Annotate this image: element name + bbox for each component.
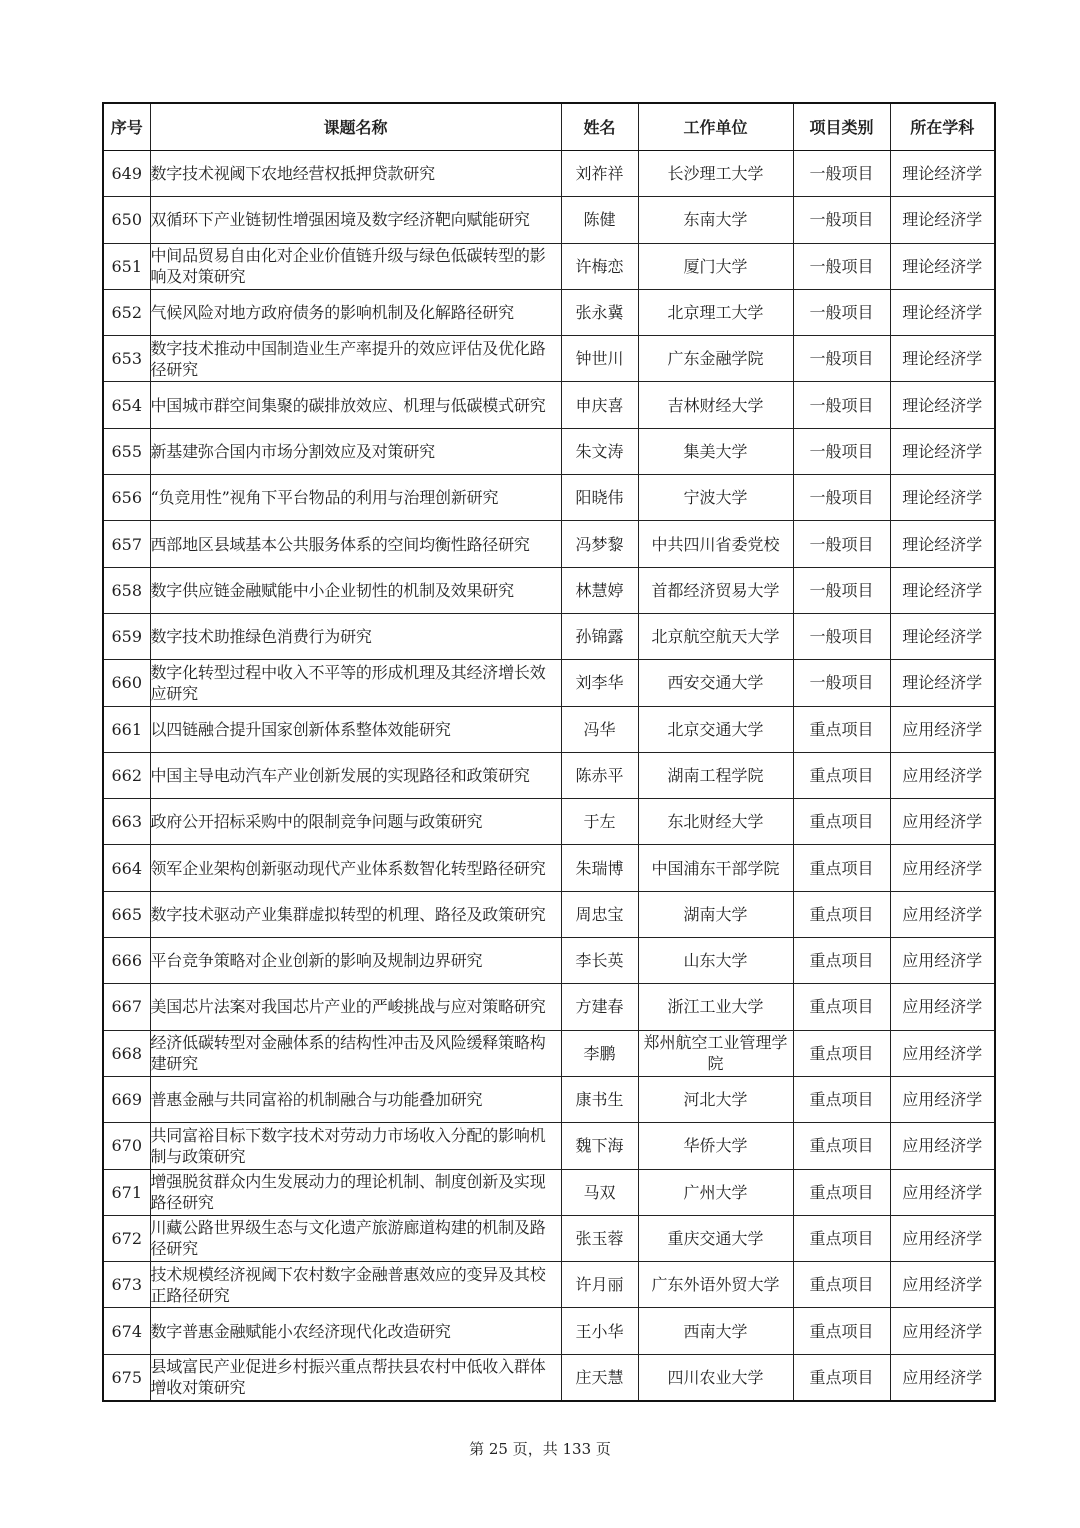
serial-number-cell: 675 (103, 1354, 150, 1400)
work-unit-cell: 中共四川省委党校 (638, 521, 793, 567)
serial-number-cell: 671 (103, 1169, 150, 1215)
project-title-cell: 数字技术驱动产业集群虚拟转型的机理、路径及政策研究 (150, 891, 561, 937)
project-title-cell: 数字技术推动中国制造业生产率提升的效应评估及优化路径研究 (150, 336, 561, 382)
work-unit-cell: 山东大学 (638, 938, 793, 984)
table-body (103, 151, 995, 1401)
discipline-cell: 应用经济学 (890, 1169, 995, 1215)
person-name-cell: 陈赤平 (561, 752, 638, 798)
project-title-cell: “负竞用性”视角下平台物品的利用与治理创新研究 (150, 475, 561, 521)
table-row (103, 567, 995, 613)
person-name-cell: 马双 (561, 1169, 638, 1215)
project-category-cell: 重点项目 (793, 799, 890, 845)
work-unit-cell: 广东外语外贸大学 (638, 1262, 793, 1308)
project-category-cell: 重点项目 (793, 1262, 890, 1308)
discipline-cell: 理论经济学 (890, 660, 995, 706)
project-category-cell: 一般项目 (793, 243, 890, 289)
person-name-cell: 朱瑞博 (561, 845, 638, 891)
serial-number-cell: 656 (103, 475, 150, 521)
project-title-cell: 气候风险对地方政府债务的影响机制及化解路径研究 (150, 289, 561, 335)
serial-number-cell: 674 (103, 1308, 150, 1354)
serial-number-cell: 658 (103, 567, 150, 613)
project-table (102, 102, 996, 1402)
serial-number-cell: 661 (103, 706, 150, 752)
discipline-cell: 应用经济学 (890, 1308, 995, 1354)
table-row (103, 938, 995, 984)
project-title-cell: 技术规模经济视阈下农村数字金融普惠效应的变异及其校正路径研究 (150, 1262, 561, 1308)
work-unit-cell: 广州大学 (638, 1169, 793, 1215)
project-category-cell: 一般项目 (793, 151, 890, 197)
person-name-cell: 魏下海 (561, 1123, 638, 1169)
project-category-cell: 一般项目 (793, 567, 890, 613)
work-unit-cell: 河北大学 (638, 1076, 793, 1122)
work-unit-cell: 北京航空航天大学 (638, 613, 793, 659)
work-unit-cell: 西南大学 (638, 1308, 793, 1354)
work-unit-cell: 集美大学 (638, 428, 793, 474)
table-row (103, 1123, 995, 1169)
discipline-cell: 应用经济学 (890, 1215, 995, 1261)
project-title-cell: 县域富民产业促进乡村振兴重点帮扶县农村中低收入群体增收对策研究 (150, 1354, 561, 1400)
person-name-cell: 庄天慧 (561, 1354, 638, 1400)
project-category-cell: 一般项目 (793, 521, 890, 567)
header-project-title: 课题名称 (150, 103, 561, 151)
work-unit-cell: 西安交通大学 (638, 660, 793, 706)
project-title-cell: 增强脱贫群众内生发展动力的理论机制、制度创新及实现路径研究 (150, 1169, 561, 1215)
project-category-cell: 重点项目 (793, 1123, 890, 1169)
table-row (103, 1308, 995, 1354)
person-name-cell: 冯梦黎 (561, 521, 638, 567)
serial-number-cell: 652 (103, 289, 150, 335)
person-name-cell: 李鹏 (561, 1030, 638, 1076)
serial-number-cell: 666 (103, 938, 150, 984)
project-title-cell: 数字普惠金融赋能小农经济现代化改造研究 (150, 1308, 561, 1354)
header-discipline: 所在学科 (890, 103, 995, 151)
table-row (103, 243, 995, 289)
discipline-cell: 理论经济学 (890, 382, 995, 428)
table-row (103, 1215, 995, 1261)
project-category-cell: 重点项目 (793, 1308, 890, 1354)
project-title-cell: 中国主导电动汽车产业创新发展的实现路径和政策研究 (150, 752, 561, 798)
work-unit-cell: 广东金融学院 (638, 336, 793, 382)
person-name-cell: 张永冀 (561, 289, 638, 335)
table-row (103, 336, 995, 382)
project-title-cell: 川藏公路世界级生态与文化遗产旅游廊道构建的机制及路径研究 (150, 1215, 561, 1261)
project-title-cell: 平台竞争策略对企业创新的影响及规制边界研究 (150, 938, 561, 984)
work-unit-cell: 中国浦东干部学院 (638, 845, 793, 891)
project-category-cell: 一般项目 (793, 289, 890, 335)
project-category-cell: 重点项目 (793, 1030, 890, 1076)
project-category-cell: 一般项目 (793, 613, 890, 659)
table-row (103, 845, 995, 891)
project-title-cell: 双循环下产业链韧性增强困境及数字经济靶向赋能研究 (150, 197, 561, 243)
discipline-cell: 应用经济学 (890, 938, 995, 984)
serial-number-cell: 663 (103, 799, 150, 845)
serial-number-cell: 672 (103, 1215, 150, 1261)
work-unit-cell: 厦门大学 (638, 243, 793, 289)
work-unit-cell: 北京理工大学 (638, 289, 793, 335)
header-project-category: 项目类别 (793, 103, 890, 151)
person-name-cell: 申庆喜 (561, 382, 638, 428)
project-title-cell: 经济低碳转型对金融体系的结构性冲击及风险缓释策略构建研究 (150, 1030, 561, 1076)
work-unit-cell: 华侨大学 (638, 1123, 793, 1169)
project-category-cell: 一般项目 (793, 660, 890, 706)
table-row (103, 1262, 995, 1308)
work-unit-cell: 北京交通大学 (638, 706, 793, 752)
project-category-cell: 重点项目 (793, 1354, 890, 1400)
project-title-cell: 数字化转型过程中收入不平等的形成机理及其经济增长效应研究 (150, 660, 561, 706)
table-row (103, 428, 995, 474)
project-title-cell: 数字技术视阈下农地经营权抵押贷款研究 (150, 151, 561, 197)
work-unit-cell: 东南大学 (638, 197, 793, 243)
project-title-cell: 中国城市群空间集聚的碳排放效应、机理与低碳模式研究 (150, 382, 561, 428)
project-category-cell: 重点项目 (793, 706, 890, 752)
project-category-cell: 一般项目 (793, 336, 890, 382)
serial-number-cell: 670 (103, 1123, 150, 1169)
serial-number-cell: 667 (103, 984, 150, 1030)
work-unit-cell: 四川农业大学 (638, 1354, 793, 1400)
serial-number-cell: 664 (103, 845, 150, 891)
project-category-cell: 重点项目 (793, 1215, 890, 1261)
serial-number-cell: 649 (103, 151, 150, 197)
work-unit-cell: 首都经济贸易大学 (638, 567, 793, 613)
discipline-cell: 理论经济学 (890, 151, 995, 197)
project-category-cell: 一般项目 (793, 382, 890, 428)
table-row (103, 1076, 995, 1122)
person-name-cell: 张玉蓉 (561, 1215, 638, 1261)
project-title-cell: 西部地区县域基本公共服务体系的空间均衡性路径研究 (150, 521, 561, 567)
person-name-cell: 林慧婷 (561, 567, 638, 613)
project-category-cell: 一般项目 (793, 197, 890, 243)
person-name-cell: 于左 (561, 799, 638, 845)
table-row (103, 1169, 995, 1215)
person-name-cell: 陈健 (561, 197, 638, 243)
work-unit-cell: 湖南工程学院 (638, 752, 793, 798)
project-title-cell: 政府公开招标采购中的限制竞争问题与政策研究 (150, 799, 561, 845)
serial-number-cell: 665 (103, 891, 150, 937)
project-title-cell: 数字技术助推绿色消费行为研究 (150, 613, 561, 659)
table-row (103, 706, 995, 752)
project-title-cell: 共同富裕目标下数字技术对劳动力市场收入分配的影响机制与政策研究 (150, 1123, 561, 1169)
project-title-cell: 新基建弥合国内市场分割效应及对策研究 (150, 428, 561, 474)
person-name-cell: 刘祚祥 (561, 151, 638, 197)
person-name-cell: 周忠宝 (561, 891, 638, 937)
discipline-cell: 应用经济学 (890, 1354, 995, 1400)
table-row (103, 891, 995, 937)
serial-number-cell: 662 (103, 752, 150, 798)
serial-number-cell: 669 (103, 1076, 150, 1122)
work-unit-cell: 湖南大学 (638, 891, 793, 937)
table-row (103, 660, 995, 706)
discipline-cell: 理论经济学 (890, 336, 995, 382)
discipline-cell: 理论经济学 (890, 289, 995, 335)
table-row (103, 521, 995, 567)
discipline-cell: 理论经济学 (890, 428, 995, 474)
table-header (103, 103, 995, 151)
table-row (103, 151, 995, 197)
discipline-cell: 理论经济学 (890, 567, 995, 613)
person-name-cell: 方建春 (561, 984, 638, 1030)
header-serial-number: 序号 (103, 103, 150, 151)
project-category-cell: 重点项目 (793, 1169, 890, 1215)
serial-number-cell: 650 (103, 197, 150, 243)
discipline-cell: 理论经济学 (890, 197, 995, 243)
work-unit-cell: 浙江工业大学 (638, 984, 793, 1030)
table-row (103, 382, 995, 428)
discipline-cell: 应用经济学 (890, 984, 995, 1030)
discipline-cell: 应用经济学 (890, 1123, 995, 1169)
project-category-cell: 重点项目 (793, 845, 890, 891)
table-row (103, 1354, 995, 1400)
project-title-cell: 美国芯片法案对我国芯片产业的严峻挑战与应对策略研究 (150, 984, 561, 1030)
work-unit-cell: 长沙理工大学 (638, 151, 793, 197)
serial-number-cell: 655 (103, 428, 150, 474)
discipline-cell: 理论经济学 (890, 613, 995, 659)
header-name: 姓名 (561, 103, 638, 151)
discipline-cell: 理论经济学 (890, 475, 995, 521)
serial-number-cell: 660 (103, 660, 150, 706)
person-name-cell: 刘李华 (561, 660, 638, 706)
project-category-cell: 重点项目 (793, 752, 890, 798)
person-name-cell: 王小华 (561, 1308, 638, 1354)
table-row (103, 1030, 995, 1076)
person-name-cell: 许月丽 (561, 1262, 638, 1308)
project-category-cell: 重点项目 (793, 984, 890, 1030)
person-name-cell: 钟世川 (561, 336, 638, 382)
work-unit-cell: 重庆交通大学 (638, 1215, 793, 1261)
serial-number-cell: 668 (103, 1030, 150, 1076)
table-row (103, 613, 995, 659)
project-category-cell: 一般项目 (793, 475, 890, 521)
project-title-cell: 普惠金融与共同富裕的机制融合与功能叠加研究 (150, 1076, 561, 1122)
serial-number-cell: 654 (103, 382, 150, 428)
serial-number-cell: 657 (103, 521, 150, 567)
project-title-cell: 数字供应链金融赋能中小企业韧性的机制及效果研究 (150, 567, 561, 613)
person-name-cell: 阳晓伟 (561, 475, 638, 521)
project-title-cell: 中间品贸易自由化对企业价值链升级与绿色低碳转型的影响及对策研究 (150, 243, 561, 289)
discipline-cell: 应用经济学 (890, 891, 995, 937)
discipline-cell: 应用经济学 (890, 1262, 995, 1308)
discipline-cell: 应用经济学 (890, 1030, 995, 1076)
discipline-cell: 理论经济学 (890, 521, 995, 567)
header-work-unit: 工作单位 (638, 103, 793, 151)
project-title-cell: 领军企业架构创新驱动现代产业体系数智化转型路径研究 (150, 845, 561, 891)
table-row (103, 752, 995, 798)
person-name-cell: 孙锦露 (561, 613, 638, 659)
project-category-cell: 重点项目 (793, 891, 890, 937)
work-unit-cell: 郑州航空工业管理学院 (638, 1030, 793, 1076)
work-unit-cell: 吉林财经大学 (638, 382, 793, 428)
serial-number-cell: 659 (103, 613, 150, 659)
project-title-cell: 以四链融合提升国家创新体系整体效能研究 (150, 706, 561, 752)
person-name-cell: 冯华 (561, 706, 638, 752)
discipline-cell: 应用经济学 (890, 752, 995, 798)
table-row (103, 289, 995, 335)
discipline-cell: 理论经济学 (890, 243, 995, 289)
person-name-cell: 许梅恋 (561, 243, 638, 289)
serial-number-cell: 651 (103, 243, 150, 289)
discipline-cell: 应用经济学 (890, 706, 995, 752)
person-name-cell: 李长英 (561, 938, 638, 984)
serial-number-cell: 673 (103, 1262, 150, 1308)
project-category-cell: 一般项目 (793, 428, 890, 474)
person-name-cell: 朱文涛 (561, 428, 638, 474)
page-footer: 第 25 页，共 133 页 (469, 1440, 611, 1458)
discipline-cell: 应用经济学 (890, 1076, 995, 1122)
table-row (103, 984, 995, 1030)
person-name-cell: 康书生 (561, 1076, 638, 1122)
table-row (103, 475, 995, 521)
header-row (103, 103, 995, 151)
discipline-cell: 应用经济学 (890, 799, 995, 845)
discipline-cell: 应用经济学 (890, 845, 995, 891)
serial-number-cell: 653 (103, 336, 150, 382)
work-unit-cell: 宁波大学 (638, 475, 793, 521)
table-row (103, 197, 995, 243)
project-category-cell: 重点项目 (793, 1076, 890, 1122)
project-category-cell: 重点项目 (793, 938, 890, 984)
table-row (103, 799, 995, 845)
work-unit-cell: 东北财经大学 (638, 799, 793, 845)
